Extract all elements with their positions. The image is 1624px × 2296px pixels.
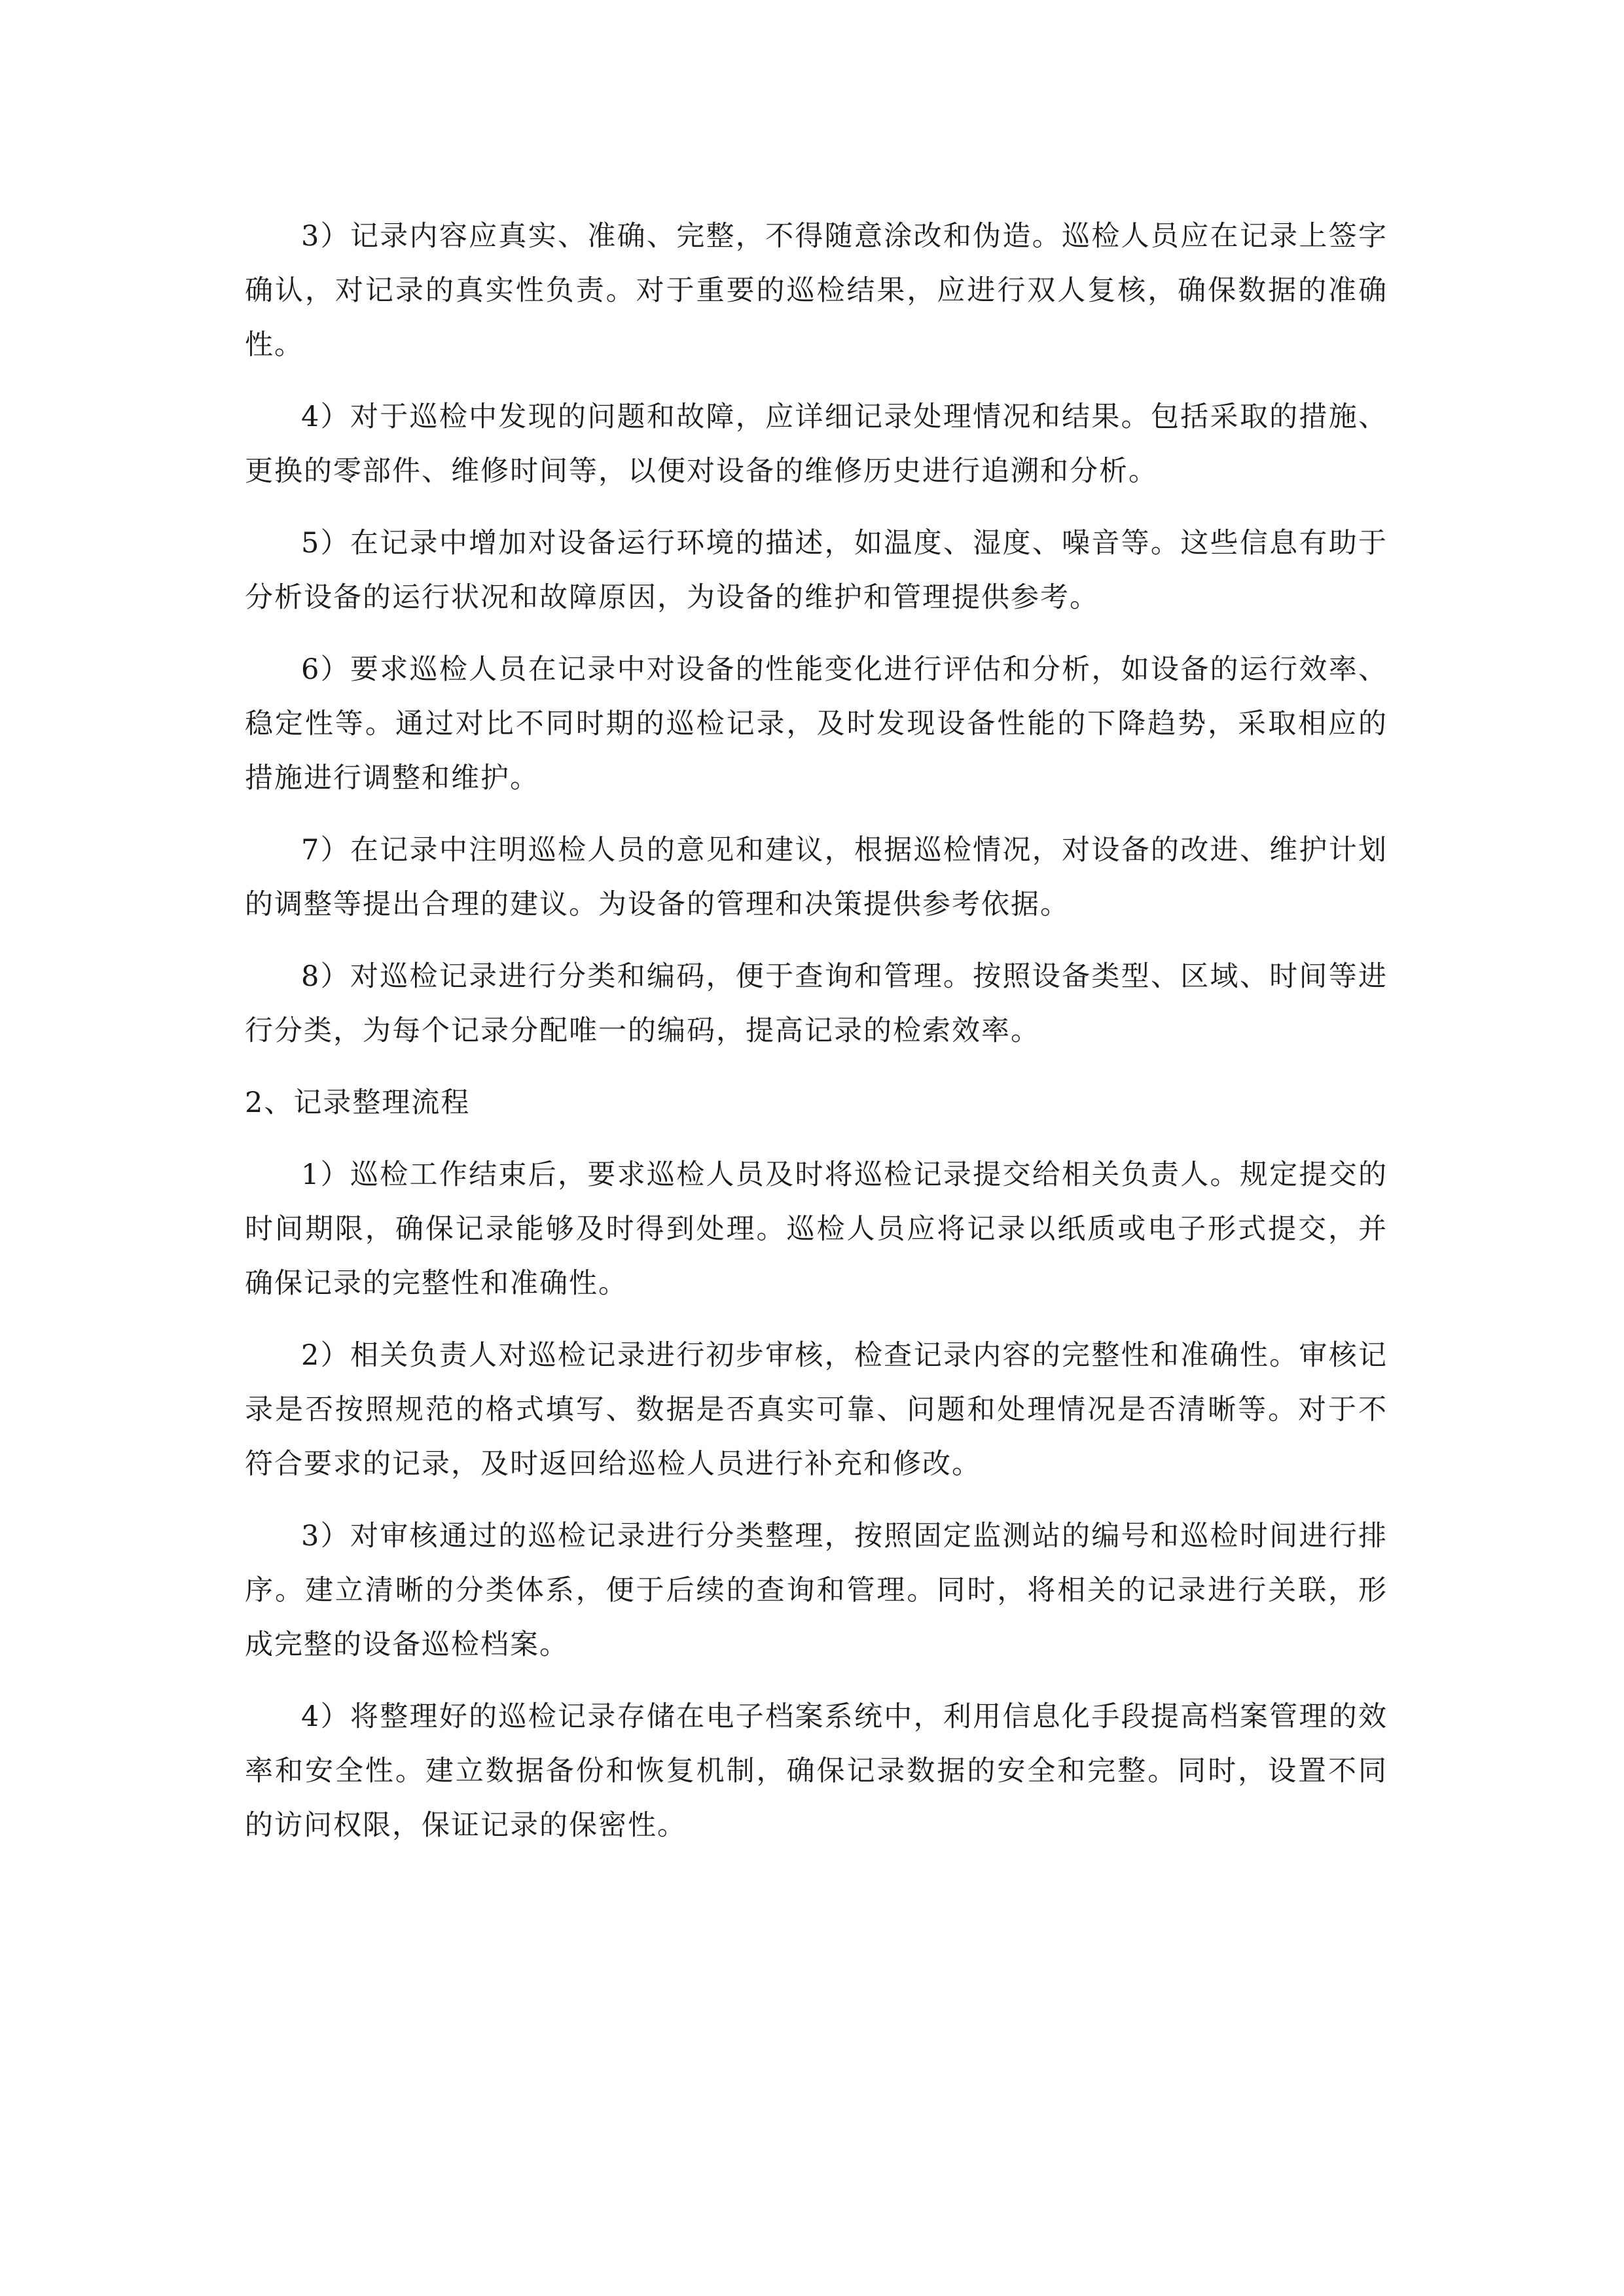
section-paragraph-2: 2）相关负责人对巡检记录进行初步审核，检查记录内容的完整性和准确性。审核记录是否按照规范的格式填写、数据是否真实可靠、问题和处理情况是否清晰等。对于不符合要求的记录，及时返回给巡检人员进行补充和修改。 bbox=[245, 1339, 1388, 1480]
section-paragraph-4: 4）将整理好的巡检记录存储在电子档案系统中，利用信息化手段提高档案管理的效率和安全性。建立数据备份和恢复机制，确保记录数据的安全和完整。同时，设置不同的访问权限，保证记录的保密性。 bbox=[245, 1700, 1388, 1842]
paragraph-item-6: 6）要求巡检人员在记录中对设备的性能变化进行评估和分析，如设备的运行效率、稳定性等。通过对比不同时期的巡检记录，及时发现设备性能的下降趋势，采取相应的措施进行调整和维护。 bbox=[245, 653, 1388, 795]
section-paragraph-3: 3）对审核通过的巡检记录进行分类整理，按照固定监测站的编号和巡检时间进行排序。建立清晰的分类体系，便于后续的查询和管理。同时，将相关的记录进行关联，形成完整的设备巡检档案。 bbox=[245, 1520, 1388, 1661]
document-body bbox=[245, 209, 1388, 1871]
paragraph-item-3: 3）记录内容应真实、准确、完整，不得随意涂改和伪造。巡检人员应在记录上签字确认，对记录的真实性负责。对于重要的巡检结果，应进行双人复核，确保数据的准确性。 bbox=[245, 220, 1388, 361]
paragraph-item-8: 8）对巡检记录进行分类和编码，便于查询和管理。按照设备类型、区域、时间等进行分类，为每个记录分配唯一的编码，提高记录的检索效率。 bbox=[245, 960, 1388, 1047]
section-paragraph-1: 1）巡检工作结束后，要求巡检人员及时将巡检记录提交给相关负责人。规定提交的时间期限，确保记录能够及时得到处理。巡检人员应将记录以纸质或电子形式提交，并确保记录的完整性和准确性。 bbox=[245, 1158, 1388, 1300]
paragraph-item-4: 4）对于巡检中发现的问题和故障，应详细记录处理情况和结果。包括采取的措施、更换的零部件、维修时间等，以便对设备的维修历史进行追溯和分析。 bbox=[245, 401, 1388, 488]
paragraph-item-5: 5）在记录中增加对设备运行环境的描述，如温度、湿度、噪音等。这些信息有助于分析设备的运行状况和故障原因，为设备的维护和管理提供参考。 bbox=[245, 527, 1388, 614]
paragraph-item-7: 7）在记录中注明巡检人员的意见和建议，根据巡检情况，对设备的改进、维护计划的调整等提出合理的建议。为设备的管理和决策提供参考依据。 bbox=[245, 834, 1388, 921]
section-heading: 2、记录整理流程 bbox=[245, 1086, 471, 1119]
